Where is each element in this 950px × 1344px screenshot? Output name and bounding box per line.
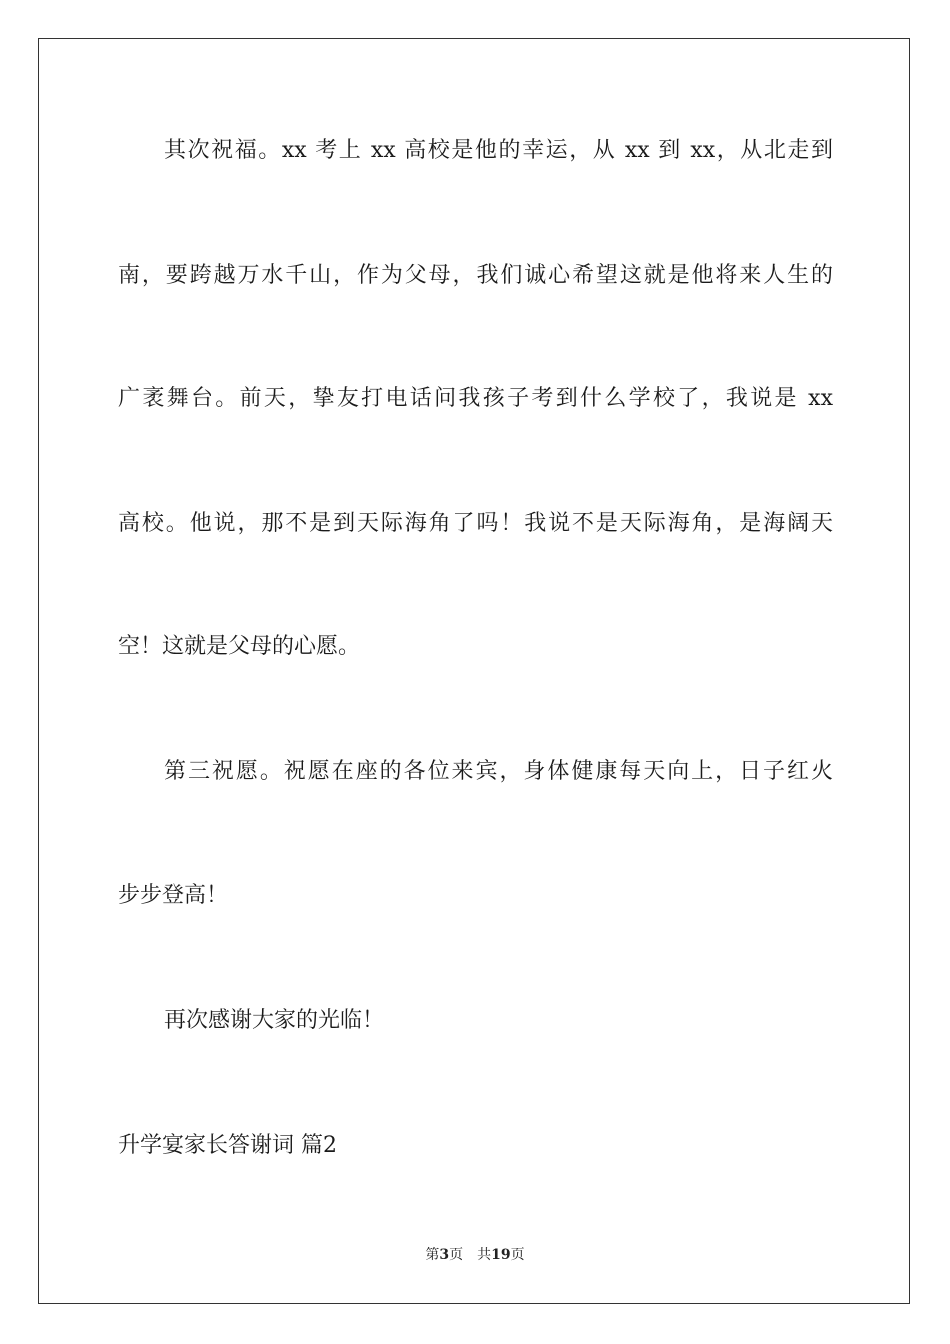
- paragraph-1-line-3: 广袤舞台。前天，挚友打电话问我孩子考到什么学校了，我说是 xx: [118, 386, 833, 411]
- footer-page-prefix: 第: [425, 1247, 440, 1263]
- footer-total-prefix: 共: [477, 1247, 492, 1263]
- footer-page-suffix: 页: [449, 1247, 464, 1263]
- paragraph-1-line-2: 南，要跨越万水千山，作为父母，我们诚心希望这就是他将来人生的: [118, 263, 833, 288]
- paragraph-1-line-4: 高校。他说，那不是到天际海角了吗！我说不是天际海角，是海阔天: [118, 511, 833, 536]
- paragraph-1-line-1: 其次祝福。xx 考上 xx 高校是他的幸运，从 xx 到 xx，从北走到: [164, 138, 833, 163]
- paragraph-2-line-2: 步步登高！: [118, 883, 229, 908]
- paragraph-3-line-1: 再次感谢大家的光临！: [164, 1008, 385, 1033]
- footer-page-total: 19: [491, 1247, 511, 1263]
- page-number-footer: [0, 1245, 950, 1265]
- paragraph-2-line-1: 第三祝愿。祝愿在座的各位来宾，身体健康每天向上，日子红火: [164, 759, 833, 784]
- paragraph-1-line-5: 空！这就是父母的心愿。: [118, 634, 361, 659]
- footer-total-suffix: 页: [510, 1247, 525, 1263]
- section-heading: 升学宴家长答谢词 篇2: [118, 1133, 337, 1158]
- page-frame: [38, 38, 910, 1304]
- footer-page-current: 3: [439, 1247, 450, 1263]
